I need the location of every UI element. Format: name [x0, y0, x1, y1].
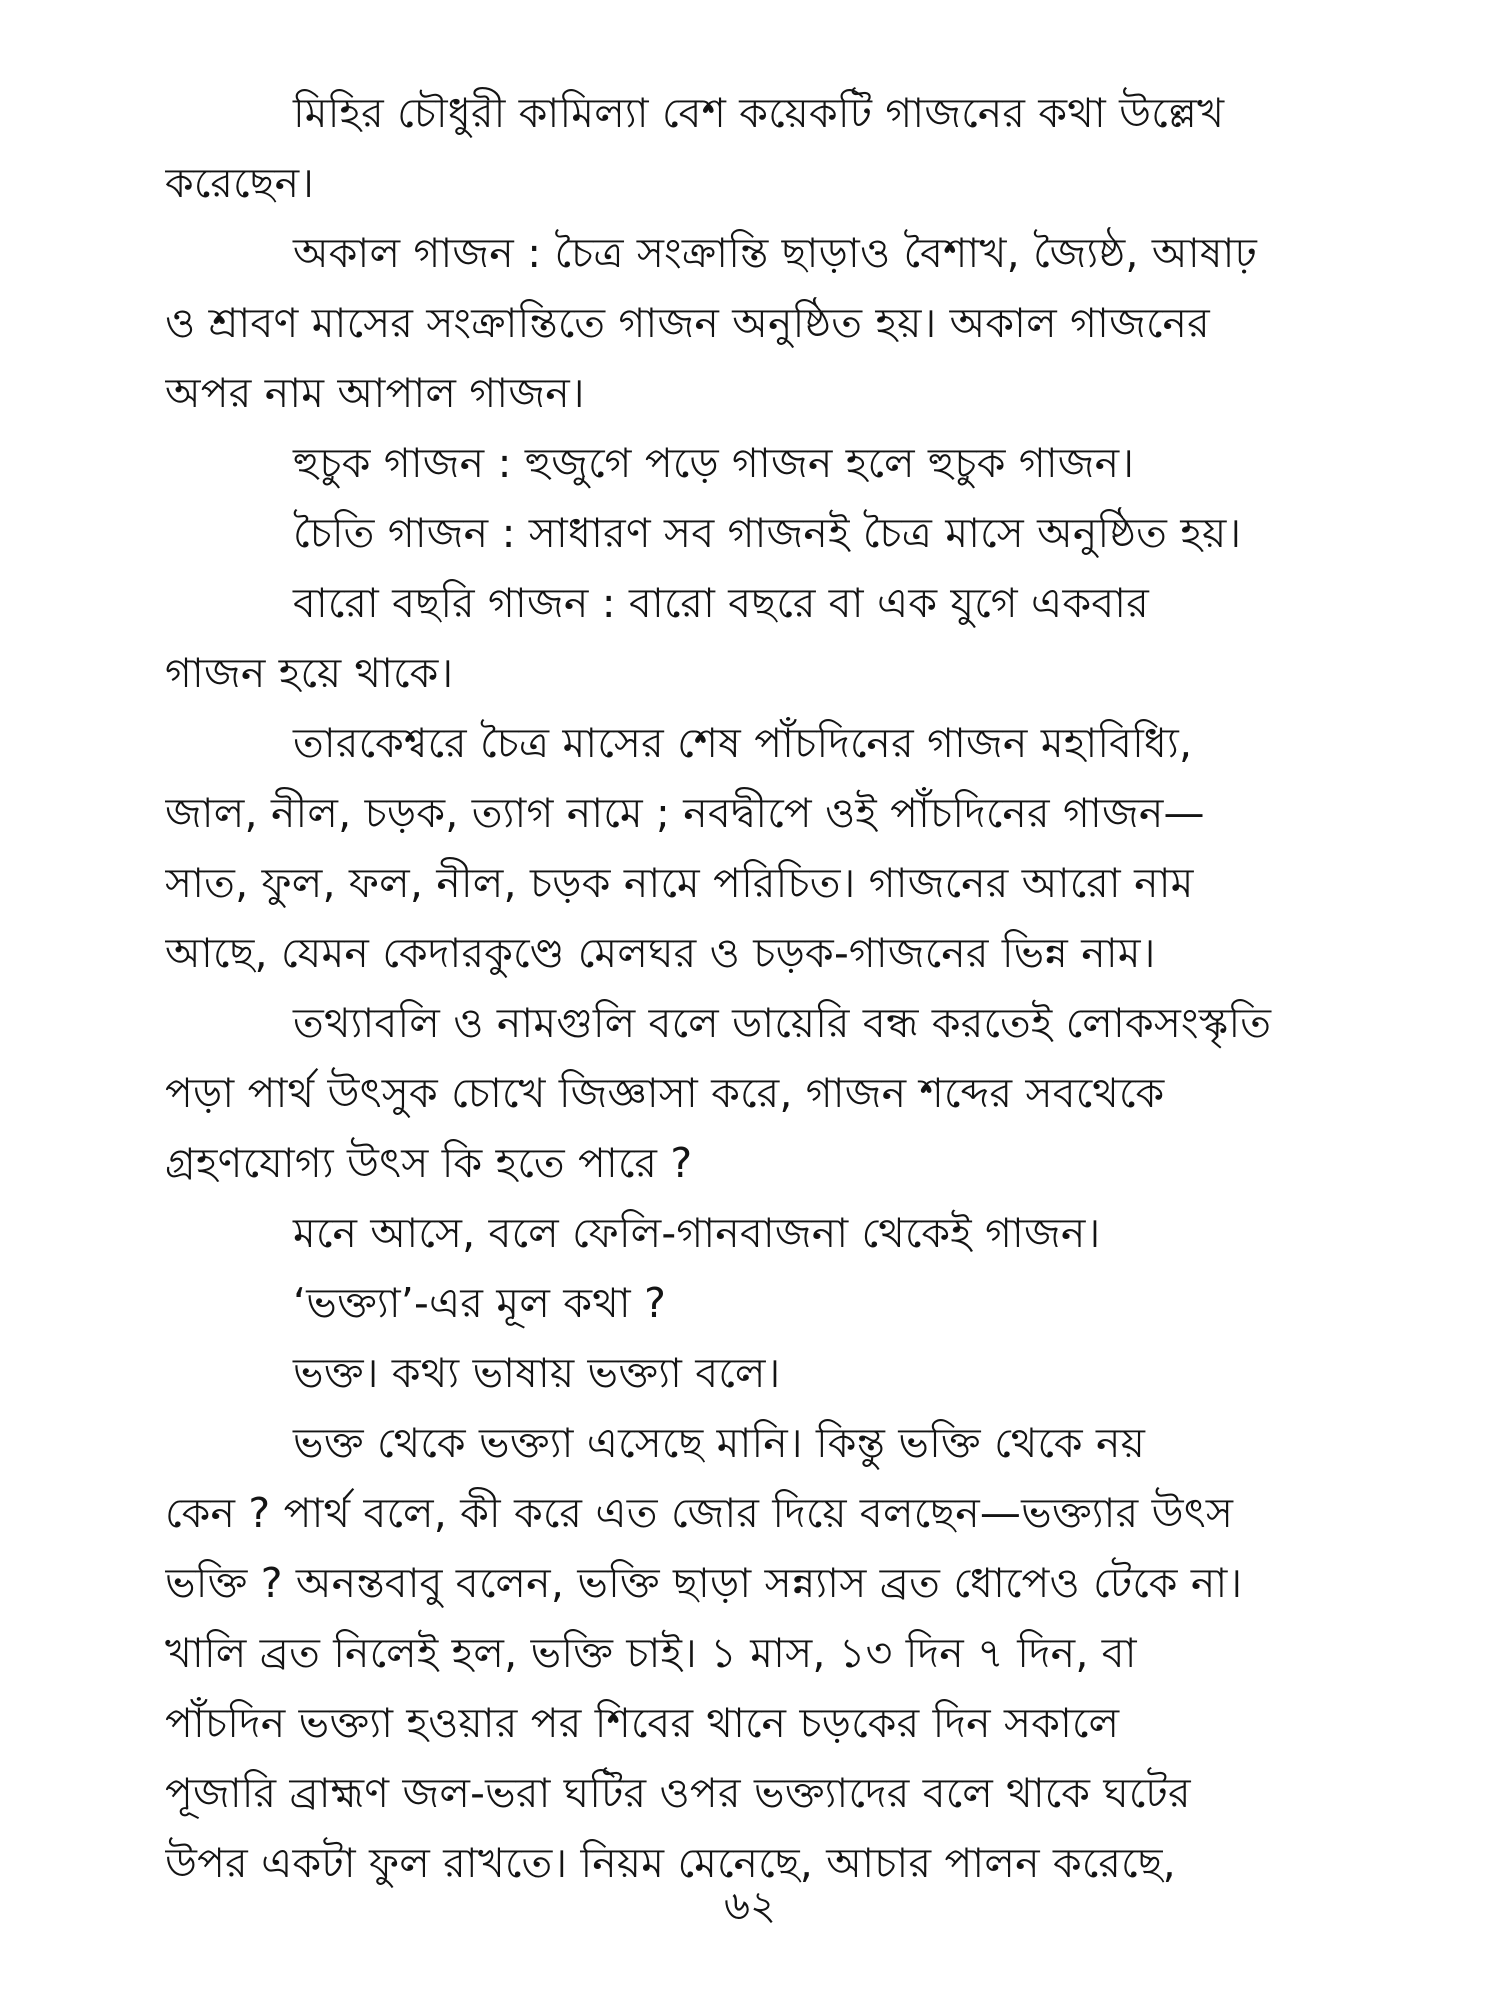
text-line: কেন ? পার্থ বলে, কী করে এত জোর দিয়ে বলছেন—ভক্ত্যার উৎস — [165, 1489, 1234, 1537]
text-line: জাল, নীল, চড়ক, ত্যাগ নামে ; নবদ্বীপে ওই পাঁচদিনের গাজন— — [165, 789, 1205, 837]
text-line: সাত, ফুল, ফল, নীল, চড়ক নামে পরিচিত। গাজনের আরো নাম — [165, 859, 1194, 907]
text-line: ভক্ত থেকে ভক্ত্যা এসেছে মানি। কিন্তু ভক্তি থেকে নয় — [293, 1419, 1146, 1467]
text-line: ‘ভক্ত্যা’-এর মূল কথা ? — [293, 1279, 667, 1327]
text-line: পাঁচদিন ভক্ত্যা হওয়ার পর শিবের থানে চড়কের দিন সকালে — [165, 1699, 1120, 1747]
page-body-text — [165, 78, 1340, 1898]
text-line: অকাল গাজন : চৈত্র সংক্রান্তি ছাড়াও বৈশাখ, জ্যৈষ্ঠ, আষাঢ় — [293, 229, 1258, 277]
text-line: মনে আসে, বলে ফেলি-গানবাজনা থেকেই গাজন। — [293, 1209, 1101, 1257]
text-line: গাজন হয়ে থাকে। — [165, 649, 454, 697]
text-line: ভক্তি ? অনন্তবাবু বলেন, ভক্তি ছাড়া সন্ন্যাস ব্রত ধোপেও টেকে না। — [165, 1559, 1243, 1607]
text-line: হুচুক গাজন : হুজুগে পড়ে গাজন হলে হুচুক গাজন। — [293, 439, 1135, 487]
text-line: করেছেন। — [165, 159, 315, 207]
text-line: পূজারি ব্রাহ্মণ জল-ভরা ঘটির ওপর ভক্ত্যাদের বলে থাকে ঘটের — [165, 1769, 1191, 1817]
text-line: খালি ব্রত নিলেই হল, ভক্তি চাই। ১ মাস, ১৩ দিন ৭ দিন, বা — [165, 1629, 1137, 1677]
text-line: চৈতি গাজন : সাধারণ সব গাজনই চৈত্র মাসে অনুষ্ঠিত হয়। — [293, 509, 1242, 557]
text-line: মিহির চৌধুরী কামিল্যা বেশ কয়েকটি গাজনের কথা উল্লেখ — [293, 89, 1225, 137]
text-line: গ্রহণযোগ্য উৎস কি হতে পারে ? — [165, 1139, 693, 1187]
text-line: উপর একটা ফুল রাখতে। নিয়ম মেনেছে, আচার পালন করেছে, — [165, 1839, 1176, 1887]
page-number: ৬২ — [723, 1883, 776, 1929]
text-line: তথ্যাবলি ও নামগুলি বলে ডায়েরি বন্ধ করতেই লোকসংস্কৃতি — [293, 999, 1272, 1047]
text-line: ভক্ত। কথ্য ভাষায় ভক্ত্যা বলে। — [293, 1349, 781, 1397]
text-line: পড়া পার্থ উৎসুক চোখে জিজ্ঞাসা করে, গাজন শব্দের সবথেকে — [165, 1069, 1165, 1117]
text-line: বারো বছরি গাজন : বারো বছরে বা এক যুগে একবার — [293, 579, 1149, 627]
text-line: ও শ্রাবণ মাসের সংক্রান্তিতে গাজন অনুষ্ঠিত হয়। অকাল গাজনের — [165, 299, 1210, 347]
text-line: অপর নাম আপাল গাজন। — [165, 369, 585, 417]
text-line: আছে, যেমন কেদারকুণ্ডে মেলঘর ও চড়ক-গাজনের ভিন্ন নাম। — [165, 929, 1156, 977]
text-line: তারকেশ্বরে চৈত্র মাসের শেষ পাঁচদিনের গাজন মহাবিধ্যি, — [293, 719, 1193, 767]
